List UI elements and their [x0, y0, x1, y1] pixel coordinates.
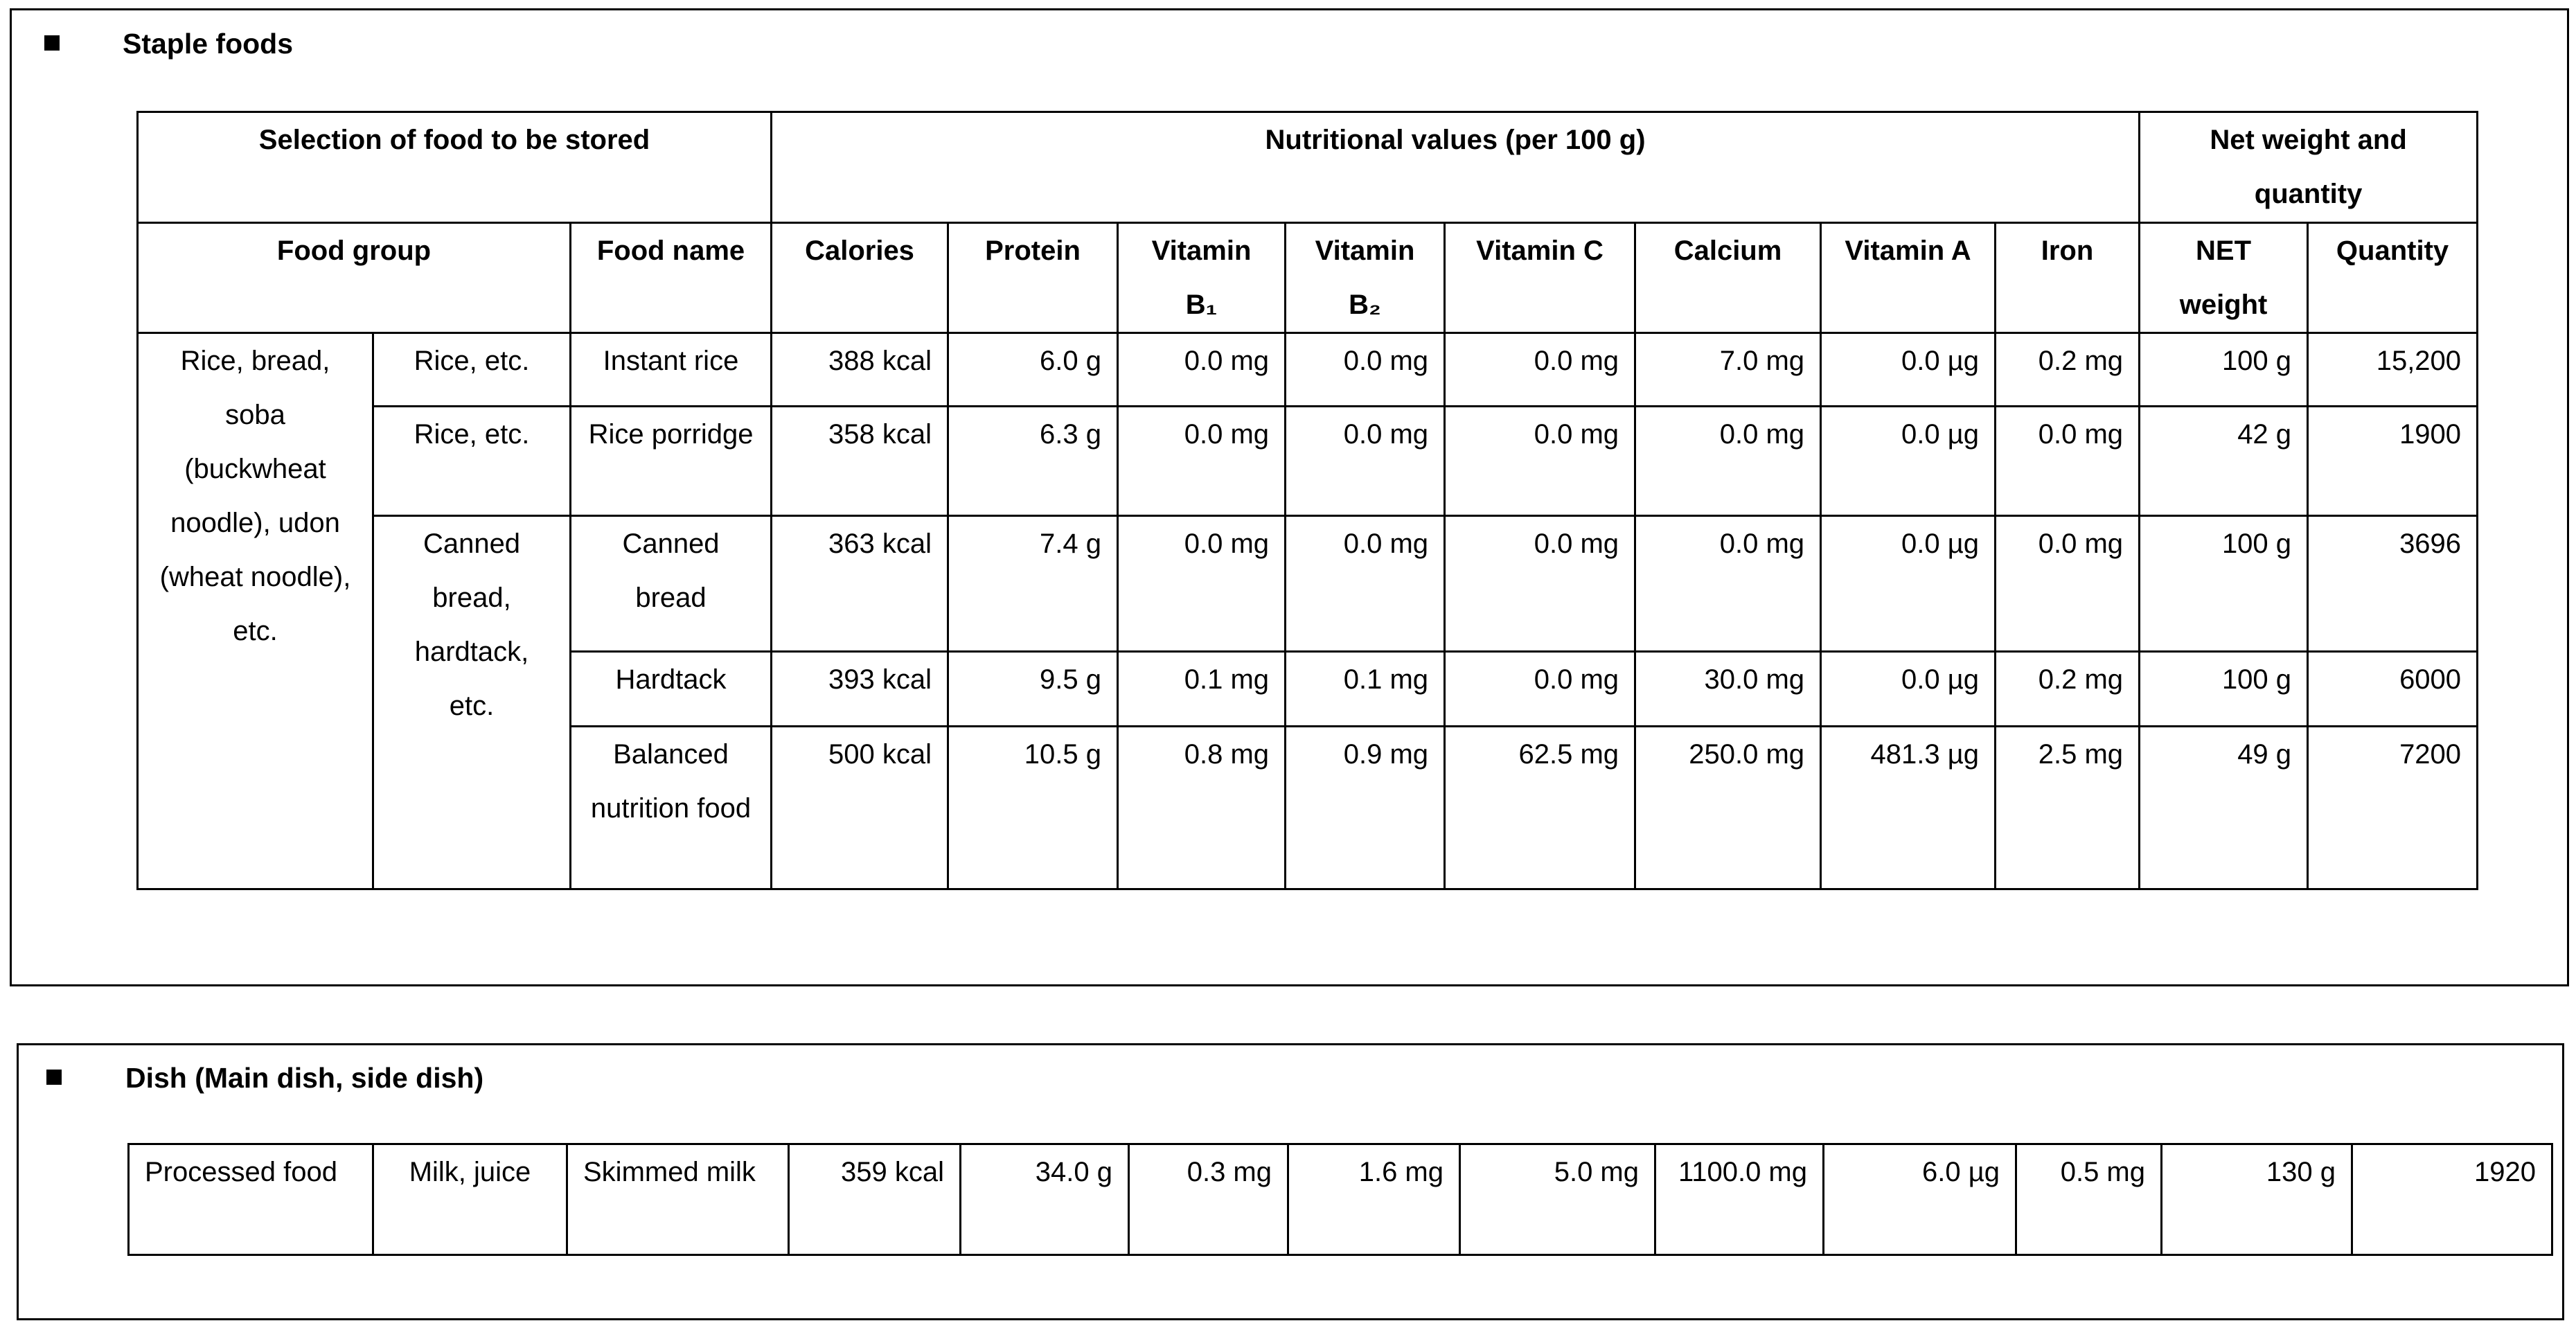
calcium-cell: 7.0 mg [1635, 333, 1821, 407]
protein-cell: 34.0 g [961, 1144, 1129, 1255]
vitamin-b1-cell: 0.0 mg [1118, 516, 1286, 652]
calcium-cell: 1100.0 mg [1655, 1144, 1824, 1255]
protein-cell: 9.5 g [948, 652, 1118, 727]
staple-foods-panel [10, 8, 2569, 986]
header-calcium: Calcium [1635, 223, 1821, 333]
food-name-cell: Rice porridge [571, 407, 772, 516]
bullet-square-icon [46, 1070, 62, 1085]
calories-cell: 359 kcal [789, 1144, 961, 1255]
food-name-cell: Instant rice [571, 333, 772, 407]
header-quantity: Quantity [2308, 223, 2478, 333]
table-row [138, 333, 2478, 407]
vitamin-b1-cell: 0.8 mg [1118, 727, 1286, 889]
vitamin-a-cell: 6.0 µg [1824, 1144, 2016, 1255]
vitamin-b1-cell: 0.3 mg [1129, 1144, 1288, 1255]
calories-cell: 393 kcal [772, 652, 948, 727]
subgroup-cell: Canned bread, hardtack, etc. [373, 516, 571, 889]
header-net-weight: NET weight [2140, 223, 2308, 333]
protein-cell: 10.5 g [948, 727, 1118, 889]
vitamin-a-cell: 0.0 µg [1821, 516, 1996, 652]
food-name-cell: Canned bread [571, 516, 772, 652]
net-weight-cell: 42 g [2140, 407, 2308, 516]
header-vitamin-c: Vitamin C [1445, 223, 1635, 333]
header-selection: Selection of food to be stored [138, 112, 772, 223]
calories-cell: 500 kcal [772, 727, 948, 889]
staple-foods-heading: Staple foods [123, 28, 294, 60]
dish-panel [17, 1043, 2564, 1320]
food-group-cell: Rice, bread, soba (buckwheat noodle), udon (wheat noodle), etc. [138, 333, 373, 889]
iron-cell: 0.2 mg [1996, 652, 2140, 727]
vitamin-c-cell: 0.0 mg [1445, 516, 1635, 652]
header-vitamin-a: Vitamin A [1821, 223, 1996, 333]
calories-cell: 358 kcal [772, 407, 948, 516]
vitamin-b1-cell: 0.0 mg [1118, 407, 1286, 516]
vitamin-b1-cell: 0.0 mg [1118, 333, 1286, 407]
food-name-cell: Skimmed milk [567, 1144, 789, 1255]
dish-heading: Dish (Main dish, side dish) [125, 1062, 484, 1094]
calories-cell: 363 kcal [772, 516, 948, 652]
quantity-cell: 15,200 [2308, 333, 2478, 407]
subgroup-cell: Rice, etc. [373, 407, 571, 516]
header-vitamin-b2: Vitamin B₂ [1286, 223, 1445, 333]
table-row [138, 407, 2478, 516]
iron-cell: 0.0 mg [1996, 516, 2140, 652]
vitamin-c-cell: 0.0 mg [1445, 333, 1635, 407]
iron-cell: 0.0 mg [1996, 407, 2140, 516]
food-name-cell: Balanced nutrition food [571, 727, 772, 889]
header-iron: Iron [1996, 223, 2140, 333]
food-name-cell: Hardtack [571, 652, 772, 727]
iron-cell: 2.5 mg [1996, 727, 2140, 889]
calcium-cell: 0.0 mg [1635, 407, 1821, 516]
vitamin-c-cell: 0.0 mg [1445, 407, 1635, 516]
protein-cell: 7.4 g [948, 516, 1118, 652]
vitamin-b2-cell: 0.0 mg [1286, 407, 1445, 516]
calcium-cell: 250.0 mg [1635, 727, 1821, 889]
subgroup-cell: Rice, etc. [373, 333, 571, 407]
net-weight-cell: 100 g [2140, 652, 2308, 727]
header-protein: Protein [948, 223, 1118, 333]
protein-cell: 6.3 g [948, 407, 1118, 516]
header-vitamin-b1: Vitamin B₁ [1118, 223, 1286, 333]
header-row-1 [138, 112, 2478, 223]
vitamin-b2-cell: 0.0 mg [1286, 516, 1445, 652]
quantity-cell: 7200 [2308, 727, 2478, 889]
vitamin-c-cell: 62.5 mg [1445, 727, 1635, 889]
quantity-cell: 6000 [2308, 652, 2478, 727]
table-row [129, 1144, 2552, 1255]
header-netweight-qty: Net weight and quantity [2140, 112, 2478, 223]
quantity-cell: 3696 [2308, 516, 2478, 652]
bullet-square-icon [44, 35, 60, 51]
calcium-cell: 0.0 mg [1635, 516, 1821, 652]
vitamin-a-cell: 0.0 µg [1821, 333, 1996, 407]
food-group-cell: Processed food [129, 1144, 373, 1255]
vitamin-c-cell: 0.0 mg [1445, 652, 1635, 727]
calcium-cell: 30.0 mg [1635, 652, 1821, 727]
vitamin-b2-cell: 0.1 mg [1286, 652, 1445, 727]
net-weight-cell: 130 g [2162, 1144, 2352, 1255]
calories-cell: 388 kcal [772, 333, 948, 407]
table-row [138, 516, 2478, 652]
quantity-cell: 1920 [2352, 1144, 2552, 1255]
quantity-cell: 1900 [2308, 407, 2478, 516]
net-weight-cell: 49 g [2140, 727, 2308, 889]
vitamin-b2-cell: 0.0 mg [1286, 333, 1445, 407]
vitamin-b1-cell: 0.1 mg [1118, 652, 1286, 727]
header-food-name: Food name [571, 223, 772, 333]
subgroup-cell: Milk, juice [373, 1144, 567, 1255]
iron-cell: 0.2 mg [1996, 333, 2140, 407]
header-row-2 [138, 223, 2478, 333]
header-calories: Calories [772, 223, 948, 333]
vitamin-b2-cell: 0.9 mg [1286, 727, 1445, 889]
net-weight-cell: 100 g [2140, 333, 2308, 407]
staple-foods-table [136, 111, 2478, 890]
header-nutritional: Nutritional values (per 100 g) [772, 112, 2140, 223]
vitamin-c-cell: 5.0 mg [1460, 1144, 1655, 1255]
dish-table [127, 1143, 2553, 1256]
protein-cell: 6.0 g [948, 333, 1118, 407]
vitamin-a-cell: 481.3 µg [1821, 727, 1996, 889]
vitamin-a-cell: 0.0 µg [1821, 652, 1996, 727]
vitamin-a-cell: 0.0 µg [1821, 407, 1996, 516]
header-food-group: Food group [138, 223, 571, 333]
vitamin-b2-cell: 1.6 mg [1288, 1144, 1460, 1255]
iron-cell: 0.5 mg [2016, 1144, 2162, 1255]
net-weight-cell: 100 g [2140, 516, 2308, 652]
